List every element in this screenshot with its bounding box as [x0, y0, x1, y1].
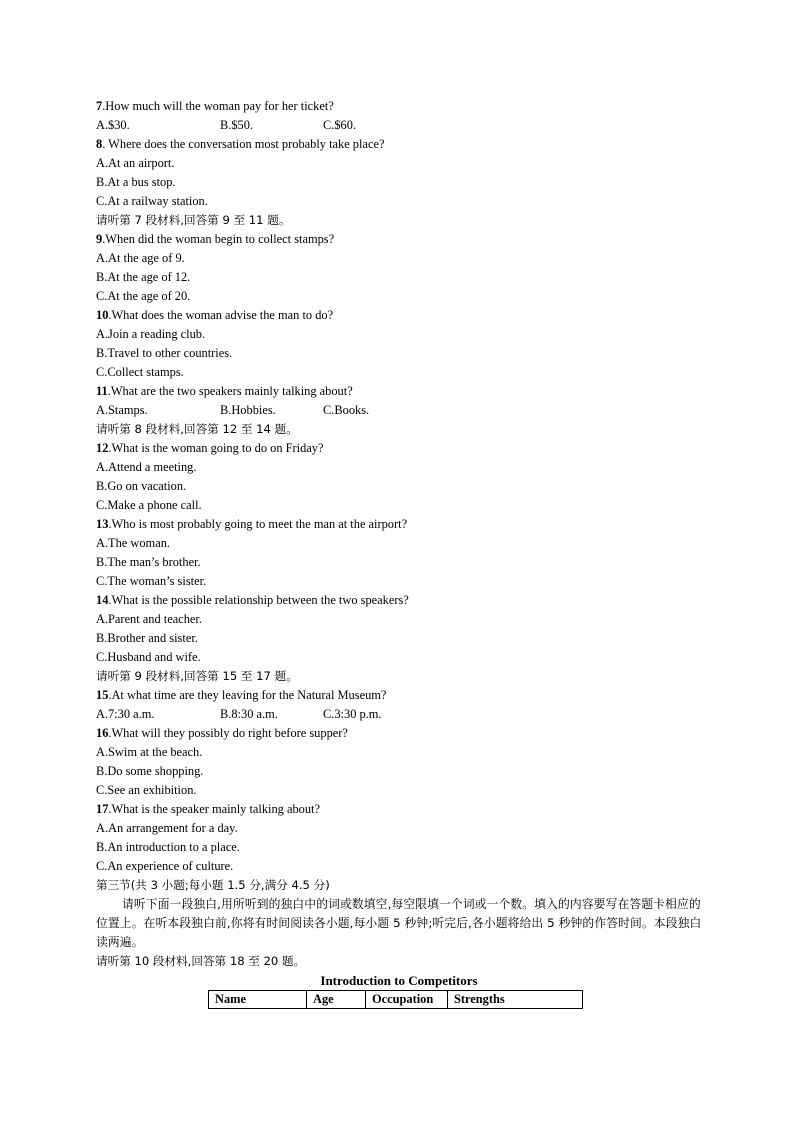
- question-text: .Who is most probably going to meet the man at the airport?: [108, 517, 408, 531]
- question: [96, 306, 702, 325]
- answer-options: [96, 116, 702, 135]
- question-text: .What is the speaker mainly talking about?: [108, 802, 320, 816]
- question-number: 14: [96, 593, 109, 607]
- answer-choice: C.Husband and wife.: [96, 650, 201, 664]
- document-body: [96, 97, 702, 1009]
- question: [96, 686, 702, 705]
- question-text: .How much will the woman pay for her ticket?: [102, 99, 334, 113]
- answer-choice: B.Brother and sister.: [96, 631, 198, 645]
- question: [96, 515, 702, 534]
- answer-choice: B.At the age of 12.: [96, 270, 191, 284]
- answer-choice: C.An experience of culture.: [96, 859, 234, 873]
- answer-choice: A.Swim at the beach.: [96, 745, 203, 759]
- question-number: 10: [96, 308, 109, 322]
- question: [96, 382, 702, 401]
- question-number: 16: [96, 726, 109, 740]
- answer-choice: A.The woman.: [96, 536, 170, 550]
- header-strengths: Strengths: [448, 991, 583, 1009]
- answer-option: C.3:30 p.m.: [323, 707, 382, 721]
- question-number: 9: [96, 232, 103, 246]
- question-number: 12: [96, 441, 109, 455]
- answer-choice: B.At a bus stop.: [96, 175, 176, 189]
- header-name: Name: [209, 991, 307, 1009]
- question: [96, 591, 702, 610]
- answer-choice: A.At an airport.: [96, 156, 175, 170]
- answer-choice: A.Parent and teacher.: [96, 612, 202, 626]
- question: [96, 800, 702, 819]
- answer-choice: C.Make a phone call.: [96, 498, 202, 512]
- question-number: 17: [96, 802, 109, 816]
- question-text: .What is the possible relationship between the two speakers?: [108, 593, 409, 607]
- answer-option: A.Stamps.: [96, 403, 148, 417]
- question: [96, 439, 702, 458]
- table-title: Introduction to Competitors: [320, 973, 478, 988]
- answer-choice: C.At a railway station.: [96, 194, 208, 208]
- section-instruction: 第三节(共 3 小题;每小题 1.5 分,满分 4.5 分): [96, 878, 330, 892]
- question-text: .What will they possibly do right before supper?: [108, 726, 348, 740]
- question-text: .What is the woman going to do on Friday?: [108, 441, 324, 455]
- answer-choice: C.The woman’s sister.: [96, 574, 207, 588]
- answer-choice: B.The man’s brother.: [96, 555, 201, 569]
- header-age: Age: [307, 991, 366, 1009]
- answer-choice: A.Attend a meeting.: [96, 460, 197, 474]
- answer-choice: C.At the age of 20.: [96, 289, 191, 303]
- question-text: . Where does the conversation most probably take place?: [102, 137, 385, 151]
- question-number: 7: [96, 99, 103, 113]
- answer-choice: C.See an exhibition.: [96, 783, 197, 797]
- answer-choice: B.Travel to other countries.: [96, 346, 233, 360]
- question: [96, 724, 702, 743]
- question-text: .What are the two speakers mainly talking about?: [107, 384, 353, 398]
- answer-choice: B.Go on vacation.: [96, 479, 187, 493]
- question-text: .What does the woman advise the man to do?: [108, 308, 334, 322]
- question: [96, 135, 702, 154]
- answer-choice: A.At the age of 9.: [96, 251, 185, 265]
- answer-option: A.$30.: [96, 118, 130, 132]
- question-number: 8: [96, 137, 103, 151]
- question-text: .When did the woman begin to collect stamps?: [102, 232, 335, 246]
- table-header-row: [209, 991, 583, 1009]
- answer-choice: C.Collect stamps.: [96, 365, 184, 379]
- answer-option: B.Hobbies.: [220, 403, 276, 417]
- listening-prompt: 请听第 10 段材料,回答第 18 至 20 题。: [96, 954, 306, 968]
- answer-option: B.$50.: [220, 118, 254, 132]
- question-number: 15: [96, 688, 109, 702]
- instruction-paragraph: 请听下面一段独白,用所听到的独白中的词或数填空,每空限填一个词或一个数。填入的内容要写在答题卡相应的位置上。在听本段独白前,你将有时间阅读各小题,每小题 5 秒钟;听完后,各小题将给出 5 秒钟的作答时间。本段独白读两遍。: [96, 897, 702, 949]
- answer-options: [96, 401, 702, 420]
- header-occupation: Occupation: [366, 991, 448, 1009]
- answer-choice: A.Join a reading club.: [96, 327, 206, 341]
- competitors-table: [208, 990, 583, 1009]
- section-instruction: 请听第 7 段材料,回答第 9 至 11 题。: [96, 213, 291, 227]
- answer-options: [96, 705, 702, 724]
- answer-choice: B.Do some shopping.: [96, 764, 204, 778]
- answer-option: C.$60.: [323, 118, 357, 132]
- question-number: 13: [96, 517, 109, 531]
- answer-option: B.8:30 a.m.: [220, 707, 278, 721]
- answer-choice: B.An introduction to a place.: [96, 840, 240, 854]
- section-instruction: 请听第 8 段材料,回答第 12 至 14 题。: [96, 422, 298, 436]
- answer-choice: A.An arrangement for a day.: [96, 821, 238, 835]
- section-instruction: 请听第 9 段材料,回答第 15 至 17 题。: [96, 669, 298, 683]
- question-list: [96, 97, 702, 895]
- question: [96, 230, 702, 249]
- question-text: .At what time are they leaving for the Natural Museum?: [108, 688, 387, 702]
- question-number: 11: [96, 384, 108, 398]
- answer-option: A.7:30 a.m.: [96, 707, 155, 721]
- question: [96, 97, 702, 116]
- answer-option: C.Books.: [323, 403, 370, 417]
